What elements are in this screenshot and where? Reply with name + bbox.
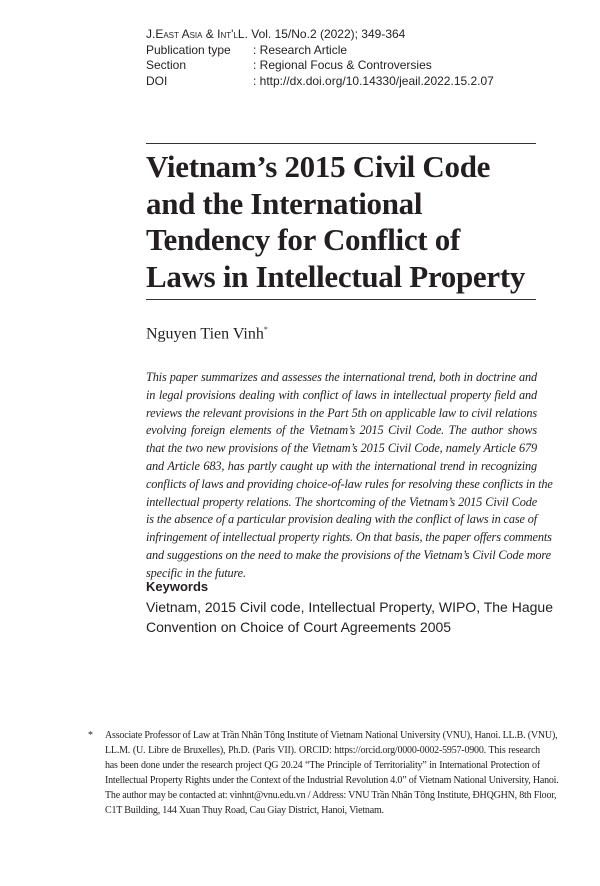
header-row-section	[146, 58, 494, 74]
author	[146, 325, 268, 343]
header-key: Publication type	[146, 42, 231, 57]
footnote-line: The author may be contacted at: vinhnt@vnu.edu.vn / Address: VNU Trần Nhân Tông Institute, ĐHQGHN, 8th Floor,	[105, 790, 557, 801]
header-value: : Research Article	[253, 42, 348, 57]
footnote-mark: *	[88, 730, 93, 741]
abstract-line: specific in the future.	[146, 565, 246, 580]
keywords-heading: Keywords	[146, 579, 209, 594]
abstract-line: evolving foreign elements of the Vietnam’s 2015 Civil Code. The author shows	[146, 423, 537, 438]
author-name: Nguyen Tien Vinh	[146, 325, 264, 343]
journal-name: East Asia & Int'l	[155, 27, 238, 41]
abstract-line: in legal provisions dealing with conflict of laws in intellectual property field and	[146, 387, 537, 402]
footnote-line: C1T Building, 144 Xuan Thuy Road, Cau Giay District, Hanoi, Vietnam.	[105, 805, 384, 816]
journal-prefix: J.	[146, 27, 156, 41]
keywords-list	[146, 597, 553, 637]
abstract-line: conflicts of laws and providing choice-of-law rules for resolving these conflicts in the	[146, 476, 553, 491]
footnote-line: has been done under the research project QG 20.24 “The Principle of Territoriality” in International Protection of	[105, 760, 540, 771]
header-value: : Regional Focus & Controversies	[253, 58, 432, 72]
article-header	[146, 27, 494, 89]
footnote-line: Intellectual Property Rights under the Context of the Industrial Revolution 4.0” of Vietnam National University, Hanoi.	[105, 775, 559, 786]
header-row-doi	[146, 74, 494, 90]
title-line: Laws in Intellectual Property	[146, 258, 526, 294]
abstract-line: infringement of intellectual property rights. On that basis, the paper offers comments	[146, 530, 552, 545]
title-line: Vietnam’s 2015 Civil Code	[146, 149, 491, 184]
abstract-line: that the two new provisions of the Vietnam’s 2015 Civil Code, namely Article 679	[146, 441, 537, 456]
title-line: and the International	[146, 185, 423, 221]
footnote-marker: *	[263, 325, 268, 334]
abstract-line: and suggestions on the need to make the provisions of the Vietnam’s Civil Code more	[146, 547, 551, 562]
abstract-line: reviews the relevant provisions in the Part 5th on applicable law to civil relations	[146, 405, 537, 420]
keywords-line: Vietnam, 2015 Civil code, Intellectual Property, WIPO, The Hague	[146, 599, 553, 615]
header-key: DOI	[146, 73, 168, 88]
footnote-line: Associate Professor of Law at Trần Nhân Tông Institute of Vietnam National University (VNU), Hanoi. LL.B. (VNU),	[105, 730, 558, 741]
author-footnote	[88, 728, 559, 818]
abstract-line: is the absence of a particular provision dealing with the conflict of laws in case of	[146, 512, 537, 527]
abstract-line: and Article 683, has partly caught up with the international trend in recognizing	[146, 458, 537, 473]
article-title	[146, 149, 525, 295]
journal-volume: L. Vol. 15/No.2 (2022); 349-364	[237, 27, 406, 41]
journal-citation	[146, 27, 494, 43]
doi-link[interactable]: : http://dx.doi.org/10.14330/jeail.2022.15.2.07	[253, 73, 494, 88]
title-line: Tendency for Conflict of	[146, 222, 460, 257]
abstract-line: intellectual property relations. The shortcoming of the Vietnam’s 2015 Civil Code	[146, 494, 537, 509]
abstract	[146, 369, 553, 583]
header-row-publication-type	[146, 43, 494, 59]
title-top-rule	[146, 143, 536, 144]
abstract-line: This paper summarizes and assesses the international trend, both in doctrine and	[146, 370, 537, 384]
title-bottom-rule	[146, 299, 536, 300]
keywords-line: Convention on Choice of Court Agreements 2005	[146, 619, 452, 635]
header-key: Section	[146, 58, 187, 72]
footnote-line: LL.M. (U. Libre de Bruxelles), Ph.D. (Paris VII). ORCID: https://orcid.org/0000-0002-5957-0900. This research	[105, 745, 540, 756]
